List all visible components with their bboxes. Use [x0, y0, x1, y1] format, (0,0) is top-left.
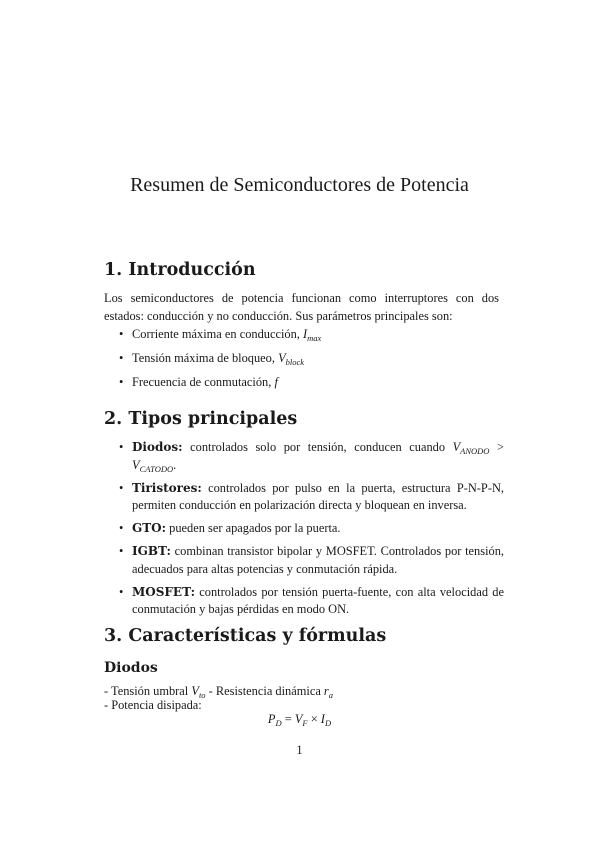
list-item-tiristores: • Tiristores: controlados por pulso en la puerta, estructura P-N-P-N, permiten conducción en polarización directa y bloquean en inversa.: [119, 480, 504, 512]
list-item-diodos: • Diodos: controlados solo por tensión, conducen cuando $V_{ANODO} > V_{CATODO}$.: [119, 440, 504, 474]
list-item-mosfet: • MOSFET: controlados por tensión puerta-fuente, con alta velocidad de conmutación y bajas pérdidas en modo ON.: [119, 584, 504, 616]
intro-paragraph: Los semiconductores de potencia funcionan como interruptores con dos estados: conducción y no conducción. Sus parámetros principales son:: [104, 291, 499, 323]
list-item: • Tensión máxima de bloqueo, $V_{block}$: [119, 351, 305, 367]
list-item: • Corriente máxima en conducción, $I_{max}$: [119, 327, 322, 343]
list-item-gto: • GTO: pueden ser apagados por la puerta.: [104, 520, 504, 538]
diodos-parameters-line: - Tensión umbral $V_{to}$ - Resistencia dinámica $r_a$: [104, 684, 333, 700]
list-item: • Frecuencia de conmutación, f: [104, 374, 504, 392]
potencia-disipada-line: - Potencia disipada:: [104, 698, 202, 712]
page-number: 1: [296, 743, 303, 757]
section-heading-caracteristicas: 3. Características y fórmulas: [104, 626, 387, 646]
bullet-icon: •: [119, 351, 124, 365]
bullet-icon: •: [119, 521, 124, 535]
bullet-icon: •: [119, 440, 124, 454]
bullet-icon: •: [119, 584, 124, 599]
bullet-icon: •: [119, 375, 124, 389]
bullet-icon: •: [119, 544, 124, 558]
bullet-icon: •: [119, 327, 124, 341]
power-dissipation-formula: $P_D = V_F \times I_D$: [267, 712, 332, 728]
list-item-igbt: • IGBT: combinan transistor bipolar y MOSFET. Controlados por tensión, adecuados para altas potencias y conmutación rápida.: [119, 544, 504, 576]
bullet-icon: •: [119, 480, 124, 495]
section-heading-tipos: 2. Tipos principales: [104, 409, 298, 429]
types-list: [104, 439, 504, 624]
intro-parameter-list: [104, 326, 504, 398]
subsection-heading-diodos: Diodos: [104, 660, 158, 676]
section-heading-introduccion: 1. Introducción: [104, 260, 256, 280]
document-title: Resumen de Semiconductores de Potencia: [130, 174, 469, 196]
